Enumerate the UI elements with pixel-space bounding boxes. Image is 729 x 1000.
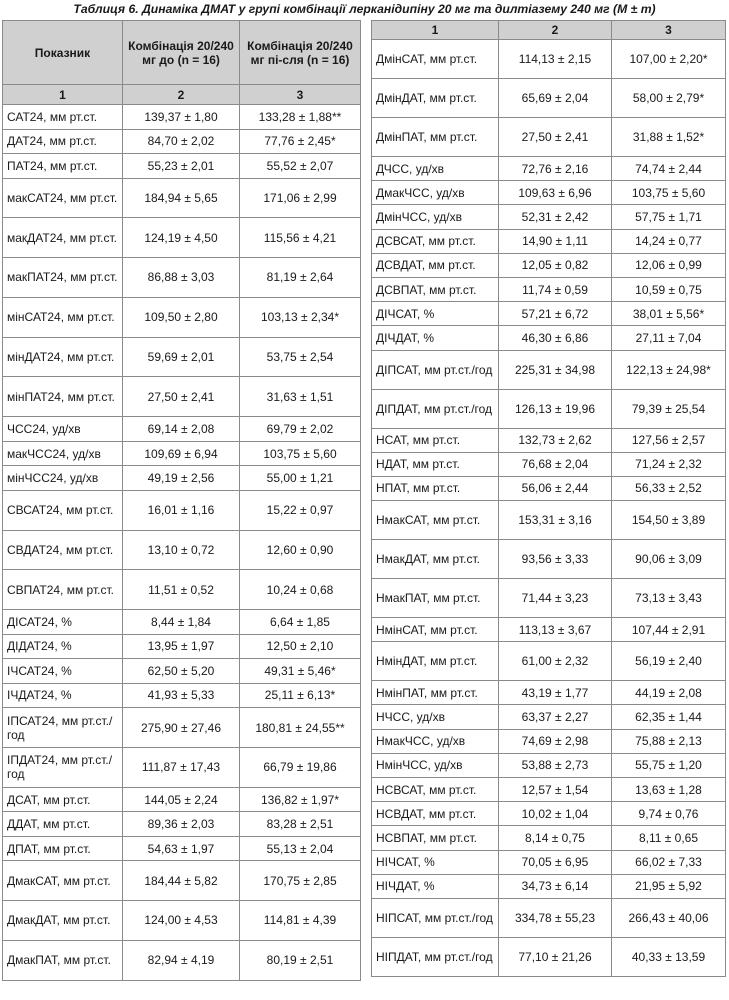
table-row bbox=[372, 476, 726, 500]
table-row bbox=[3, 377, 361, 417]
table-row bbox=[3, 490, 361, 530]
row-label: ДмакПАТ, мм рт.ст. bbox=[3, 940, 123, 980]
row-label: макСАТ24, мм рт.ст. bbox=[3, 178, 123, 218]
value-after: 8,11 ± 0,65 bbox=[612, 826, 726, 850]
column-number: 2 bbox=[123, 85, 240, 105]
table-row bbox=[372, 753, 726, 777]
table-row bbox=[372, 579, 726, 618]
column-number: 2 bbox=[499, 21, 612, 40]
value-before: 46,30 ± 6,86 bbox=[499, 326, 612, 350]
row-label: ДСВДАТ, мм рт.ст. bbox=[372, 253, 499, 277]
row-label: СВСАТ24, мм рт.ст. bbox=[3, 490, 123, 530]
row-label: СВДАТ24, мм рт.ст. bbox=[3, 530, 123, 570]
value-before: 109,69 ± 6,94 bbox=[123, 441, 240, 466]
value-before: 111,87 ± 17,43 bbox=[123, 747, 240, 787]
row-label: ІПСАТ24, мм рт.ст./год bbox=[3, 708, 123, 748]
table-row bbox=[3, 940, 361, 980]
right-table-body bbox=[372, 40, 726, 977]
value-before: 8,14 ± 0,75 bbox=[499, 826, 612, 850]
table-row bbox=[372, 898, 726, 937]
value-after: 12,50 ± 2,10 bbox=[240, 634, 361, 659]
value-after: 66,02 ± 7,33 bbox=[612, 850, 726, 874]
row-label: НІЧДАТ, % bbox=[372, 874, 499, 898]
table-row bbox=[372, 642, 726, 681]
table-row bbox=[372, 181, 726, 205]
table-row bbox=[372, 540, 726, 579]
value-after: 73,13 ± 3,43 bbox=[612, 579, 726, 618]
row-label: ІПДАТ24, мм рт.ст./год bbox=[3, 747, 123, 787]
value-before: 153,31 ± 3,16 bbox=[499, 501, 612, 540]
table-row bbox=[372, 729, 726, 753]
value-before: 126,13 ± 19,96 bbox=[499, 389, 612, 428]
column-number: 1 bbox=[372, 21, 499, 40]
value-after: 127,56 ± 2,57 bbox=[612, 428, 726, 452]
value-after: 170,75 ± 2,85 bbox=[240, 861, 361, 901]
header-after: Комбінація 20/240 мг пі-сля (n = 16) bbox=[240, 21, 361, 85]
value-before: 13,95 ± 1,97 bbox=[123, 634, 240, 659]
table-row bbox=[372, 826, 726, 850]
value-before: 11,74 ± 0,59 bbox=[499, 277, 612, 301]
value-before: 55,23 ± 2,01 bbox=[123, 154, 240, 179]
table-row bbox=[372, 705, 726, 729]
header-before: Комбінація 20/240 мг до (n = 16) bbox=[123, 21, 240, 85]
value-before: 74,69 ± 2,98 bbox=[499, 729, 612, 753]
value-before: 57,21 ± 6,72 bbox=[499, 302, 612, 326]
value-before: 109,50 ± 2,80 bbox=[123, 297, 240, 337]
row-label: ДПАТ, мм рт.ст. bbox=[3, 836, 123, 861]
value-before: 59,69 ± 2,01 bbox=[123, 337, 240, 377]
value-before: 84,70 ± 2,02 bbox=[123, 129, 240, 154]
value-before: 56,06 ± 2,44 bbox=[499, 476, 612, 500]
value-after: 27,11 ± 7,04 bbox=[612, 326, 726, 350]
value-after: 31,63 ± 1,51 bbox=[240, 377, 361, 417]
right-data-table bbox=[371, 20, 726, 977]
row-label: СВПАТ24, мм рт.ст. bbox=[3, 570, 123, 610]
value-after: 38,01 ± 5,56* bbox=[612, 302, 726, 326]
value-after: 180,81 ± 24,55** bbox=[240, 708, 361, 748]
table-row bbox=[372, 302, 726, 326]
row-label: ІЧДАТ24, % bbox=[3, 683, 123, 708]
table-row bbox=[3, 861, 361, 901]
value-after: 14,24 ± 0,77 bbox=[612, 229, 726, 253]
row-label: ДАТ24, мм рт.ст. bbox=[3, 129, 123, 154]
table-row bbox=[3, 812, 361, 837]
table-row bbox=[372, 874, 726, 898]
row-label: НмакДАТ, мм рт.ст. bbox=[372, 540, 499, 579]
table-row bbox=[372, 277, 726, 301]
value-after: 13,63 ± 1,28 bbox=[612, 778, 726, 802]
table-row bbox=[372, 937, 726, 976]
value-after: 103,13 ± 2,34* bbox=[240, 297, 361, 337]
table-row bbox=[3, 634, 361, 659]
row-label: НмакПАТ, мм рт.ст. bbox=[372, 579, 499, 618]
row-label: мінПАТ24, мм рт.ст. bbox=[3, 377, 123, 417]
value-after: 107,00 ± 2,20* bbox=[612, 40, 726, 79]
row-label: ДІДАТ24, % bbox=[3, 634, 123, 659]
row-label: НмінДАТ, мм рт.ст. bbox=[372, 642, 499, 681]
value-after: 115,56 ± 4,21 bbox=[240, 218, 361, 258]
table-row bbox=[372, 205, 726, 229]
value-after: 80,19 ± 2,51 bbox=[240, 940, 361, 980]
value-before: 61,00 ± 2,32 bbox=[499, 642, 612, 681]
table-row bbox=[372, 389, 726, 428]
table-row bbox=[3, 708, 361, 748]
table-row bbox=[372, 157, 726, 181]
table-row bbox=[372, 350, 726, 389]
value-after: 21,95 ± 5,92 bbox=[612, 874, 726, 898]
value-after: 55,75 ± 1,20 bbox=[612, 753, 726, 777]
row-label: ДмінДАТ, мм рт.ст. bbox=[372, 79, 499, 118]
table-row bbox=[3, 836, 361, 861]
value-before: 225,31 ± 34,98 bbox=[499, 350, 612, 389]
row-label: НЧСС, уд/хв bbox=[372, 705, 499, 729]
value-after: 114,81 ± 4,39 bbox=[240, 901, 361, 941]
table-row bbox=[372, 253, 726, 277]
table-row bbox=[3, 105, 361, 130]
table-row bbox=[372, 501, 726, 540]
value-before: 139,37 ± 1,80 bbox=[123, 105, 240, 130]
value-before: 334,78 ± 55,23 bbox=[499, 898, 612, 937]
table-row bbox=[372, 802, 726, 826]
value-before: 43,19 ± 1,77 bbox=[499, 681, 612, 705]
value-before: 76,68 ± 2,04 bbox=[499, 452, 612, 476]
value-after: 66,79 ± 19,86 bbox=[240, 747, 361, 787]
table-row bbox=[372, 79, 726, 118]
value-before: 34,73 ± 6,14 bbox=[499, 874, 612, 898]
left-data-table bbox=[2, 20, 361, 981]
table-row bbox=[372, 229, 726, 253]
row-label: ДІЧДАТ, % bbox=[372, 326, 499, 350]
row-label: НмакЧСС, уд/хв bbox=[372, 729, 499, 753]
table-row bbox=[3, 683, 361, 708]
value-before: 109,63 ± 6,96 bbox=[499, 181, 612, 205]
row-label: НСВДАТ, мм рт.ст. bbox=[372, 802, 499, 826]
table-row bbox=[3, 218, 361, 258]
value-after: 55,52 ± 2,07 bbox=[240, 154, 361, 179]
value-after: 53,75 ± 2,54 bbox=[240, 337, 361, 377]
value-before: 144,05 ± 2,24 bbox=[123, 787, 240, 812]
value-before: 77,10 ± 21,26 bbox=[499, 937, 612, 976]
value-before: 62,50 ± 5,20 bbox=[123, 659, 240, 684]
value-after: 103,75 ± 5,60 bbox=[240, 441, 361, 466]
value-after: 56,19 ± 2,40 bbox=[612, 642, 726, 681]
value-after: 122,13 ± 24,98* bbox=[612, 350, 726, 389]
value-before: 27,50 ± 2,41 bbox=[123, 377, 240, 417]
row-label: НмінЧСС, уд/хв bbox=[372, 753, 499, 777]
value-after: 25,11 ± 6,13* bbox=[240, 683, 361, 708]
value-before: 8,44 ± 1,84 bbox=[123, 610, 240, 635]
row-label: ДСАТ, мм рт.ст. bbox=[3, 787, 123, 812]
value-before: 72,76 ± 2,16 bbox=[499, 157, 612, 181]
value-after: 171,06 ± 2,99 bbox=[240, 178, 361, 218]
value-after: 10,24 ± 0,68 bbox=[240, 570, 361, 610]
row-label: НІПСАТ, мм рт.ст./год bbox=[372, 898, 499, 937]
value-after: 12,06 ± 0,99 bbox=[612, 253, 726, 277]
value-before: 52,31 ± 2,42 bbox=[499, 205, 612, 229]
table-row bbox=[3, 178, 361, 218]
table-caption: Таблиця 6. Динаміка ДМАТ у групі комбінації лерканідипіну 20 мг та дилтіазему 240 мг (M ± m) bbox=[73, 2, 656, 16]
value-before: 12,05 ± 0,82 bbox=[499, 253, 612, 277]
value-after: 103,75 ± 5,60 bbox=[612, 181, 726, 205]
row-label: НСВСАТ, мм рт.ст. bbox=[372, 778, 499, 802]
table-row bbox=[372, 452, 726, 476]
value-before: 11,51 ± 0,52 bbox=[123, 570, 240, 610]
row-label: ДІПСАТ, мм рт.ст./год bbox=[372, 350, 499, 389]
row-label: ДІЧСАТ, % bbox=[372, 302, 499, 326]
table-row bbox=[3, 154, 361, 179]
value-before: 82,94 ± 4,19 bbox=[123, 940, 240, 980]
value-after: 133,28 ± 1,88** bbox=[240, 105, 361, 130]
row-label: мінЧСС24, уд/хв bbox=[3, 466, 123, 491]
value-before: 53,88 ± 2,73 bbox=[499, 753, 612, 777]
table-row bbox=[372, 850, 726, 874]
table-row bbox=[372, 778, 726, 802]
table-row bbox=[3, 466, 361, 491]
value-before: 14,90 ± 1,11 bbox=[499, 229, 612, 253]
row-label: ІЧСАТ24, % bbox=[3, 659, 123, 684]
row-label: ДДАТ, мм рт.ст. bbox=[3, 812, 123, 837]
value-before: 89,36 ± 2,03 bbox=[123, 812, 240, 837]
row-label: НСАТ, мм рт.ст. bbox=[372, 428, 499, 452]
table-row bbox=[3, 129, 361, 154]
row-label: макПАТ24, мм рт.ст. bbox=[3, 258, 123, 298]
row-label: ДмінПАТ, мм рт.ст. bbox=[372, 118, 499, 157]
table-row bbox=[3, 530, 361, 570]
value-after: 79,39 ± 25,54 bbox=[612, 389, 726, 428]
table-row bbox=[372, 618, 726, 642]
value-before: 63,37 ± 2,27 bbox=[499, 705, 612, 729]
value-before: 16,01 ± 1,16 bbox=[123, 490, 240, 530]
row-label: НмакСАТ, мм рт.ст. bbox=[372, 501, 499, 540]
row-label: НІЧСАТ, % bbox=[372, 850, 499, 874]
value-before: 124,19 ± 4,50 bbox=[123, 218, 240, 258]
row-label: ДмінСАТ, мм рт.ст. bbox=[372, 40, 499, 79]
table-row bbox=[3, 659, 361, 684]
value-before: 12,57 ± 1,54 bbox=[499, 778, 612, 802]
value-after: 62,35 ± 1,44 bbox=[612, 705, 726, 729]
value-after: 44,19 ± 2,08 bbox=[612, 681, 726, 705]
table-row bbox=[3, 747, 361, 787]
table-row bbox=[372, 428, 726, 452]
table-row bbox=[372, 40, 726, 79]
value-before: 69,14 ± 2,08 bbox=[123, 417, 240, 442]
value-after: 58,00 ± 2,79* bbox=[612, 79, 726, 118]
value-after: 107,44 ± 2,91 bbox=[612, 618, 726, 642]
table-row bbox=[3, 787, 361, 812]
row-label: ДСВСАТ, мм рт.ст. bbox=[372, 229, 499, 253]
value-after: 9,74 ± 0,76 bbox=[612, 802, 726, 826]
row-label: ДмакСАТ, мм рт.ст. bbox=[3, 861, 123, 901]
row-label: ДмакДАТ, мм рт.ст. bbox=[3, 901, 123, 941]
value-before: 184,94 ± 5,65 bbox=[123, 178, 240, 218]
row-label: НмінСАТ, мм рт.ст. bbox=[372, 618, 499, 642]
value-after: 55,00 ± 1,21 bbox=[240, 466, 361, 491]
value-after: 83,28 ± 2,51 bbox=[240, 812, 361, 837]
value-before: 41,93 ± 5,33 bbox=[123, 683, 240, 708]
value-after: 90,06 ± 3,09 bbox=[612, 540, 726, 579]
value-after: 15,22 ± 0,97 bbox=[240, 490, 361, 530]
value-before: 275,90 ± 27,46 bbox=[123, 708, 240, 748]
value-after: 56,33 ± 2,52 bbox=[612, 476, 726, 500]
value-after: 136,82 ± 1,97* bbox=[240, 787, 361, 812]
value-after: 77,76 ± 2,45* bbox=[240, 129, 361, 154]
value-after: 57,75 ± 1,71 bbox=[612, 205, 726, 229]
value-after: 154,50 ± 3,89 bbox=[612, 501, 726, 540]
value-after: 71,24 ± 2,32 bbox=[612, 452, 726, 476]
value-before: 113,13 ± 3,67 bbox=[499, 618, 612, 642]
value-before: 27,50 ± 2,41 bbox=[499, 118, 612, 157]
row-label: НДАТ, мм рт.ст. bbox=[372, 452, 499, 476]
value-after: 31,88 ± 1,52* bbox=[612, 118, 726, 157]
column-number: 3 bbox=[240, 85, 361, 105]
table-row bbox=[372, 118, 726, 157]
value-before: 132,73 ± 2,62 bbox=[499, 428, 612, 452]
value-before: 70,05 ± 6,95 bbox=[499, 850, 612, 874]
value-after: 55,13 ± 2,04 bbox=[240, 836, 361, 861]
column-number: 3 bbox=[612, 21, 726, 40]
row-label: ДСВПАТ, мм рт.ст. bbox=[372, 277, 499, 301]
table-row bbox=[3, 610, 361, 635]
row-label: ДмакЧСС, уд/хв bbox=[372, 181, 499, 205]
value-after: 69,79 ± 2,02 bbox=[240, 417, 361, 442]
value-after: 10,59 ± 0,75 bbox=[612, 277, 726, 301]
row-label: ДЧСС, уд/хв bbox=[372, 157, 499, 181]
row-label: макДАТ24, мм рт.ст. bbox=[3, 218, 123, 258]
value-before: 65,69 ± 2,04 bbox=[499, 79, 612, 118]
value-before: 54,63 ± 1,97 bbox=[123, 836, 240, 861]
value-before: 184,44 ± 5,82 bbox=[123, 861, 240, 901]
column-number: 1 bbox=[3, 85, 123, 105]
row-label: НСВПАТ, мм рт.ст. bbox=[372, 826, 499, 850]
value-before: 13,10 ± 0,72 bbox=[123, 530, 240, 570]
value-after: 74,74 ± 2,44 bbox=[612, 157, 726, 181]
table-row bbox=[3, 441, 361, 466]
row-label: мінСАТ24, мм рт.ст. bbox=[3, 297, 123, 337]
table-row bbox=[3, 337, 361, 377]
row-label: мінДАТ24, мм рт.ст. bbox=[3, 337, 123, 377]
table-row bbox=[3, 570, 361, 610]
row-label: НмінПАТ, мм рт.ст. bbox=[372, 681, 499, 705]
table-row bbox=[3, 901, 361, 941]
row-label: ПАТ24, мм рт.ст. bbox=[3, 154, 123, 179]
value-before: 71,44 ± 3,23 bbox=[499, 579, 612, 618]
value-before: 124,00 ± 4,53 bbox=[123, 901, 240, 941]
value-before: 49,19 ± 2,56 bbox=[123, 466, 240, 491]
row-label: НПАТ, мм рт.ст. bbox=[372, 476, 499, 500]
table-row bbox=[3, 417, 361, 442]
value-after: 49,31 ± 5,46* bbox=[240, 659, 361, 684]
table-row bbox=[3, 258, 361, 298]
value-after: 40,33 ± 13,59 bbox=[612, 937, 726, 976]
value-before: 114,13 ± 2,15 bbox=[499, 40, 612, 79]
value-after: 6,64 ± 1,85 bbox=[240, 610, 361, 635]
table-row bbox=[3, 297, 361, 337]
row-label: макЧСС24, уд/хв bbox=[3, 441, 123, 466]
left-table-body bbox=[3, 105, 361, 981]
table-row bbox=[372, 681, 726, 705]
row-label: ДмінЧСС, уд/хв bbox=[372, 205, 499, 229]
header-indicator: Показник bbox=[3, 21, 123, 85]
value-after: 266,43 ± 40,06 bbox=[612, 898, 726, 937]
row-label: ДІСАТ24, % bbox=[3, 610, 123, 635]
value-before: 93,56 ± 3,33 bbox=[499, 540, 612, 579]
table-row bbox=[372, 326, 726, 350]
value-before: 86,88 ± 3,03 bbox=[123, 258, 240, 298]
row-label: НІПДАТ, мм рт.ст./год bbox=[372, 937, 499, 976]
value-before: 10,02 ± 1,04 bbox=[499, 802, 612, 826]
value-after: 12,60 ± 0,90 bbox=[240, 530, 361, 570]
row-label: ЧСС24, уд/хв bbox=[3, 417, 123, 442]
row-label: САТ24, мм рт.ст. bbox=[3, 105, 123, 130]
row-label: ДІПДАТ, мм рт.ст./год bbox=[372, 389, 499, 428]
value-after: 75,88 ± 2,13 bbox=[612, 729, 726, 753]
value-after: 81,19 ± 2,64 bbox=[240, 258, 361, 298]
